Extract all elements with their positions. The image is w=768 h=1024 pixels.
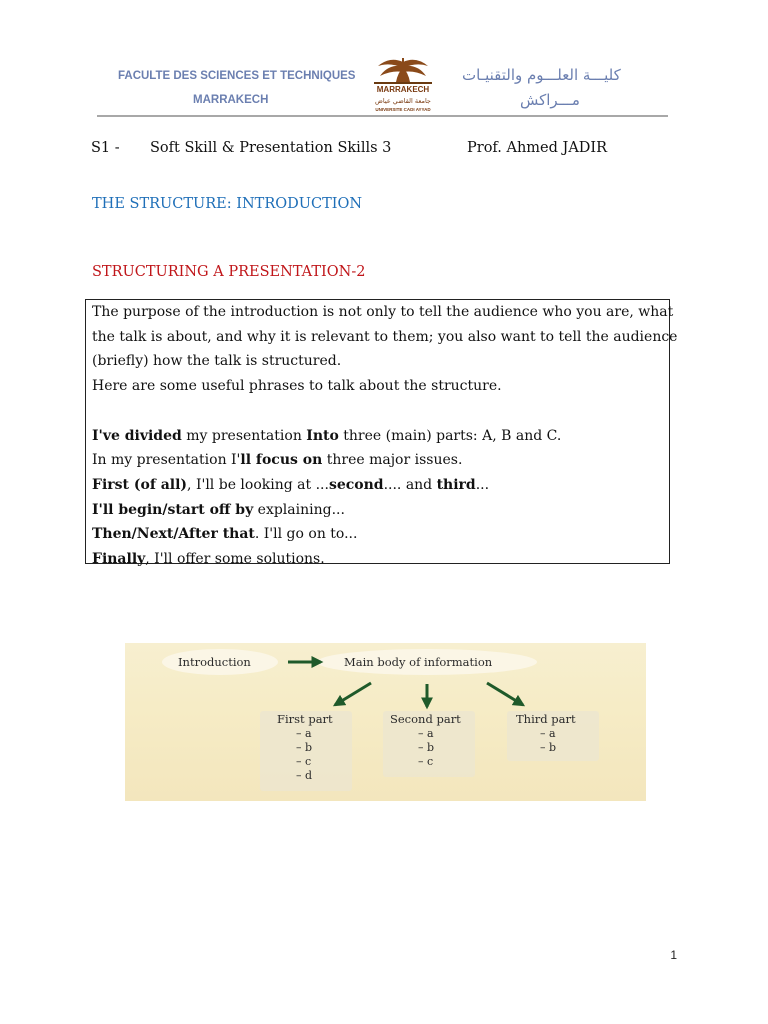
second-part-item: – a	[418, 727, 434, 740]
first-part-item: – d	[296, 769, 313, 782]
first-part-title: First part	[277, 712, 333, 726]
third-part-title: Third part	[516, 712, 576, 726]
third-part-item: – b	[540, 741, 557, 754]
header-divider	[97, 115, 668, 117]
third-part-item: – a	[540, 727, 556, 740]
page-number: 1	[670, 948, 677, 962]
phrase-line: First (of all), I'll be looking at ...second.... and third...	[92, 476, 490, 493]
blank-line	[92, 399, 663, 424]
phrase-line: Finally, I'll offer some solutions.	[92, 551, 325, 568]
diagram-introduction: Introduction	[178, 655, 251, 669]
intro-line: (briefly) how the talk is structured.	[92, 353, 342, 370]
professor-name: Prof. Ahmed JADIR	[467, 140, 608, 156]
logo-city: MARRAKECH	[376, 85, 430, 94]
phrase-line: I've divided my presentation Into three (main) parts: A, B and C.	[92, 427, 562, 444]
course-title: Soft Skill & Presentation Skills 3	[150, 140, 392, 156]
first-part-item: – a	[296, 727, 312, 740]
logo-university-ar: جامعة القاضي عياض	[375, 97, 431, 105]
intro-line: the talk is about, and why it is relevant to them; you also want to tell the audience	[92, 328, 678, 345]
arrow-down-right-icon	[487, 683, 523, 705]
structure-diagram	[125, 643, 646, 801]
faculty-name-line1: FACULTE DES SCIENCES ET TECHNIQUES	[118, 70, 356, 82]
second-part-item: – c	[418, 755, 434, 768]
structure-phrases-box	[85, 299, 678, 568]
phrase-line: In my presentation I'll focus on three major issues.	[92, 452, 463, 469]
second-part-item: – b	[418, 741, 435, 754]
diagram-main-body: Main body of information	[344, 655, 493, 669]
second-part-title: Second part	[390, 712, 461, 726]
course-code: S1 -	[91, 140, 120, 156]
section-title: THE STRUCTURE: INTRODUCTION	[92, 196, 363, 212]
intro-line: Here are some useful phrases to talk about the structure.	[92, 378, 502, 395]
arabic-faculty-name-line1: كليـــة العلـــوم والتقنيـات	[462, 66, 621, 84]
arabic-faculty-name-line2: مـــراكش	[520, 91, 580, 109]
intro-line: The purpose of the introduction is not only to tell the audience who you are, what	[92, 304, 674, 320]
arrow-down-left-icon	[335, 683, 371, 705]
first-part-item: – c	[296, 755, 312, 768]
subsection-title: STRUCTURING A PRESENTATION-2	[92, 264, 366, 280]
phrase-line: Then/Next/After that. I'll go on to...	[92, 526, 358, 543]
logo-university-fr: UNIVERSITE CADI AYYAD	[375, 107, 431, 112]
university-logo	[368, 52, 438, 116]
phrase-line: I'll begin/start off by explaining...	[92, 501, 345, 518]
first-part-item: – b	[296, 741, 313, 754]
faculty-name-line2: MARRAKECH	[193, 94, 269, 106]
